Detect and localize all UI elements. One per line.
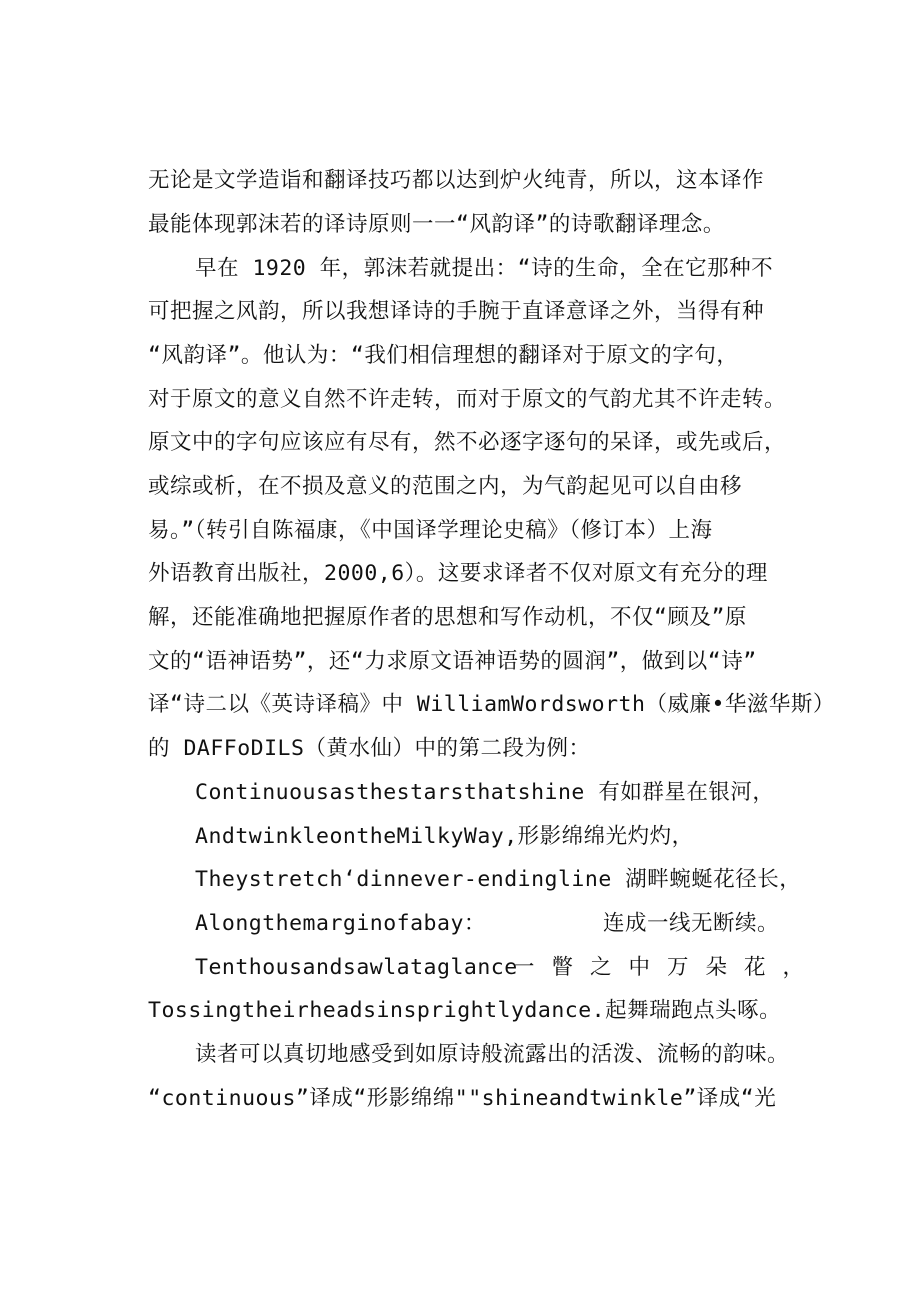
body-line: 可把握之风韵，所以我想译诗的手腕于直译意译之外，当得有种 (148, 299, 765, 324)
body-line: 外语教育出版社，2000,6）。这要求译者不仅对原文有充分的理 (148, 561, 768, 586)
poem-line: AndtwinkleontheMilkyWay,形影绵绵光灼灼， (195, 824, 694, 849)
poem-line-english: Alongthemarginofabay： (195, 911, 486, 936)
body-line: 无论是文学造诣和翻译技巧都以达到炉火纯青，所以，这本译作 (148, 168, 765, 193)
body-line: 文的“语神语势”，还“力求原文语神语势的圆润”，做到以“诗” (148, 649, 757, 674)
poem-line: Continuousasthestarsthatshine 有如群星在银河， (195, 780, 775, 805)
poem-line-english: Tenthousandsawlataglance (195, 955, 518, 980)
poem-line-chinese: 一瞥之中万朵花， (513, 955, 822, 980)
body-line: 早在 1920 年，郭沫若就提出：“诗的生命，全在它那种不 (195, 256, 774, 281)
poem-line: Theystretch‘dinnever-endingline 湖畔蜿蜒花径长， (195, 867, 802, 892)
poem-line (195, 913, 486, 935)
body-line: 或综或析，在不损及意义的范围之内，为气韵起见可以自由移 (148, 474, 743, 499)
poem-line-chinese: 连成一线无断续。 (603, 911, 780, 936)
body-line: “continuous”译成“形影绵绵""shineandtwinkle”译成“光 (148, 1086, 777, 1111)
body-line: 原文中的字句应该应有尽有，然不必逐字逐句的呆译，或先或后， (148, 430, 787, 455)
body-line: 易。”（转引自陈福康，《中国译学理论史稿》（修订本）上海 (148, 518, 713, 543)
body-line: 对于原文的意义自然不许走转，而对于原文的气韵尤其不许走转。 (148, 387, 787, 412)
body-line: 读者可以真切地感受到如原诗般流露出的活泼、流畅的韵味。 (195, 1042, 790, 1067)
body-line: 最能体现郭沫若的译诗原则一一“风韵译”的诗歌翻译理念。 (148, 212, 725, 237)
body-line: “风韵译”。他认为：“我们相信理想的翻译对于原文的字句， (148, 343, 739, 368)
body-line: 的 DAFFoDILS（黄水仙）中的第二段为例： (148, 736, 591, 761)
body-line: 译“诗二以《英诗译稿》中 WilliamWordsworth（威廉•华滋华斯） (148, 692, 835, 717)
poem-line: Tossingtheirheadsinsprightlydance.起舞瑞跑点头啄。 (148, 998, 782, 1023)
body-line: 解，还能准确地把握原作者的思想和写作动机，不仅“顾及”原 (148, 605, 747, 630)
